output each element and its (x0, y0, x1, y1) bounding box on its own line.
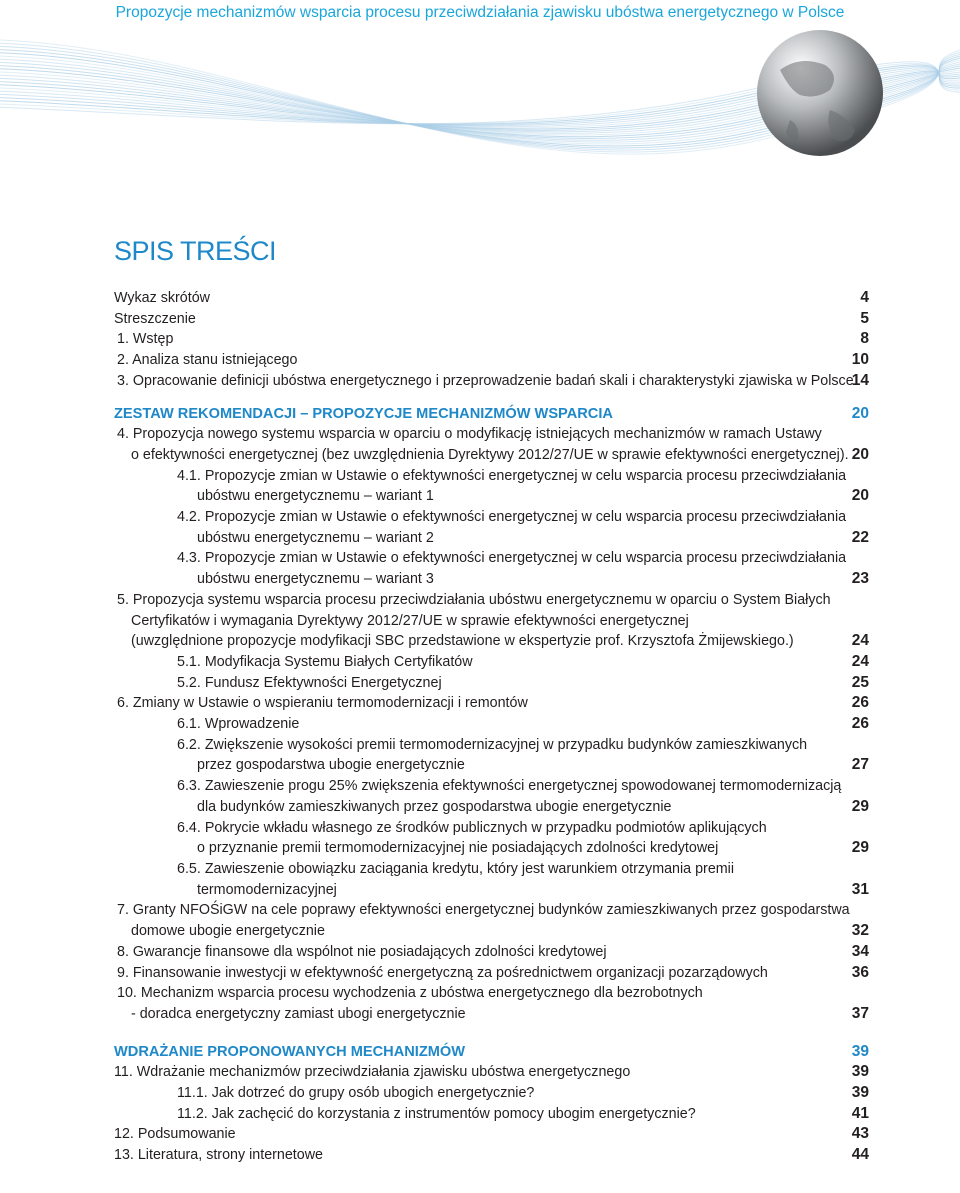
toc-entry[interactable]: 3. Opracowanie definicji ubóstwa energetycznego i przeprowadzenie badań skali i charakterystyki zjawiska w Polsce 14 (114, 371, 869, 392)
toc-entry[interactable]: 6. Zmiany w Ustawie o wspieraniu termomodernizacji i remontów 26 (114, 693, 869, 714)
page-number: 32 (851, 922, 869, 940)
page-number: 27 (851, 756, 869, 774)
page-number: 36 (851, 963, 869, 981)
toc-entry[interactable]: 5.2. Fundusz Efektywności Energetycznej 25 (114, 673, 869, 694)
page-number: 31 (851, 880, 869, 898)
toc-entry[interactable]: 6.3. Zawieszenie progu 25% zwiększenia efektywności energetycznej spowodowanej termomodernizacją dla budynków zamieszkiwanych przez gospodarstwa ubogie energetycznie 29 (114, 776, 869, 817)
page-number: 29 (851, 839, 869, 857)
page-number: 8 (860, 330, 869, 348)
toc-entry[interactable]: 5. Propozycja systemu wsparcia procesu przeciwdziałania ubóstwu energetycznemu w oparciu o System Białych Certyfikatów i wymagania Dyrektywy 2012/27/UE w sprawie efektywności energetycznej (uwzględnione propozycje modyfikacji SBC przedstawione w ekspertyzie prof. Krzysztofa Żmijewskiego.) 24 (114, 590, 869, 652)
page-number: 20 (851, 404, 869, 422)
toc-entry[interactable]: 13. Literatura, strony internetowe 44 (114, 1145, 869, 1166)
page-number: 4 (860, 289, 869, 306)
page-number: 26 (851, 715, 869, 733)
page-number: 43 (851, 1125, 869, 1143)
page-number: 14 (851, 371, 869, 389)
running-header: Propozycje mechanizmów wsparcia procesu przeciwdziałania zjawisku ubóstwa energetycznego w Polsce (115, 4, 845, 21)
toc-entry[interactable]: 10. Mechanizm wsparcia procesu wychodzenia z ubóstwa energetycznego dla bezrobotnych - doradca energetyczny zamiast ubogi energetycznie 37 (114, 983, 869, 1024)
toc-entry[interactable]: 4.3. Propozycje zmian w Ustawie o efektywności energetycznej w celu wsparcia procesu przeciwdziałania ubóstwu energetycznemu – wariant 3 23 (114, 548, 869, 589)
toc-section-heading[interactable]: ZESTAW REKOMENDACJI – PROPOZYCJE MECHANIZMÓW WSPARCIA 20 (114, 404, 869, 425)
page-number: 20 (851, 487, 869, 505)
wave-globe-decoration (0, 30, 960, 220)
toc-entry[interactable]: 6.1. Wprowadzenie 26 (114, 714, 869, 735)
page-number: 22 (851, 528, 869, 546)
toc-entry[interactable]: 9. Finansowanie inwestycji w efektywność energetyczną za pośrednictwem organizacji pozarządowych 36 (114, 963, 869, 984)
page-number: 44 (851, 1146, 869, 1164)
page-number: 5 (860, 309, 869, 327)
toc-entry[interactable]: 12. Podsumowanie 43 (114, 1124, 869, 1145)
toc-entry[interactable]: 8. Gwarancje finansowe dla wspólnot nie posiadających zdolności kredytowej 34 (114, 942, 869, 963)
page-number: 39 (851, 1042, 869, 1060)
page-number: 20 (851, 445, 869, 463)
toc-entry[interactable]: Streszczenie 5 (114, 309, 869, 330)
table-of-contents (114, 288, 869, 1166)
page-number: 24 (851, 632, 869, 650)
page-number: 37 (851, 1004, 869, 1022)
toc-entry[interactable]: 11. Wdrażanie mechanizmów przeciwdziałania zjawisku ubóstwa energetycznego 39 (114, 1062, 869, 1083)
page-number: 10 (851, 351, 869, 369)
toc-entry[interactable]: 4.1. Propozycje zmian w Ustawie o efektywności energetycznej w celu wsparcia procesu przeciwdziałania ubóstwu energetycznemu – wariant 1 20 (114, 466, 869, 507)
page-number: 34 (851, 942, 869, 960)
page-number: 24 (851, 652, 869, 670)
toc-entry[interactable]: 5.1. Modyfikacja Systemu Białych Certyfikatów 24 (114, 652, 869, 673)
toc-entry[interactable]: 6.5. Zawieszenie obowiązku zaciągania kredytu, który jest warunkiem otrzymania premii termomodernizacyjnej 31 (114, 859, 869, 900)
toc-title: SPIS TREŚCI (114, 236, 277, 266)
toc-entry[interactable]: 2. Analiza stanu istniejącego 10 (114, 350, 869, 371)
toc-entry[interactable]: 4.2. Propozycje zmian w Ustawie o efektywności energetycznej w celu wsparcia procesu przeciwdziałania ubóstwu energetycznemu – wariant 2 22 (114, 507, 869, 548)
page-number: 29 (851, 797, 869, 815)
page-number: 41 (851, 1104, 869, 1122)
toc-section-heading[interactable]: WDRAŻANIE PROPONOWANYCH MECHANIZMÓW 39 (114, 1042, 869, 1063)
toc-entry[interactable]: Wykaz skrótów 4 (114, 288, 869, 309)
toc-entry[interactable]: 6.2. Zwiększenie wysokości premii termomodernizacyjnej w przypadku budynków zamieszkiwanych przez gospodarstwa ubogie energetycznie 27 (114, 735, 869, 776)
page-number: 25 (851, 673, 869, 691)
toc-entry[interactable]: 4. Propozycja nowego systemu wsparcia w oparciu o modyfikację istniejących mechanizmów w ramach Ustawy o efektywności energetycznej (bez uwzględnienia Dyrektywy 2012/27/UE w sprawie efektywności energetycznej). 20 (114, 424, 869, 465)
toc-entry[interactable]: 11.1. Jak dotrzeć do grupy osób ubogich energetycznie? 39 (114, 1083, 869, 1104)
page-number: 39 (851, 1084, 869, 1102)
page-number: 23 (851, 570, 869, 588)
page-number: 39 (851, 1063, 869, 1081)
toc-entry[interactable]: 11.2. Jak zachęcić do korzystania z instrumentów pomocy ubogim energetycznie? 41 (114, 1104, 869, 1125)
page-number: 26 (851, 694, 869, 712)
toc-entry[interactable]: 7. Granty NFOŚiGW na cele poprawy efektywności energetycznej budynków zamieszkiwanych przez gospodarstwa domowe ubogie energetycznie 32 (114, 900, 869, 941)
toc-entry[interactable]: 1. Wstęp 8 (114, 329, 869, 350)
toc-entry[interactable]: 6.4. Pokrycie wkładu własnego ze środków publicznych w przypadku podmiotów aplikujących o przyznanie premii termomodernizacyjnej nie posiadających zdolności kredytowej 29 (114, 818, 869, 859)
